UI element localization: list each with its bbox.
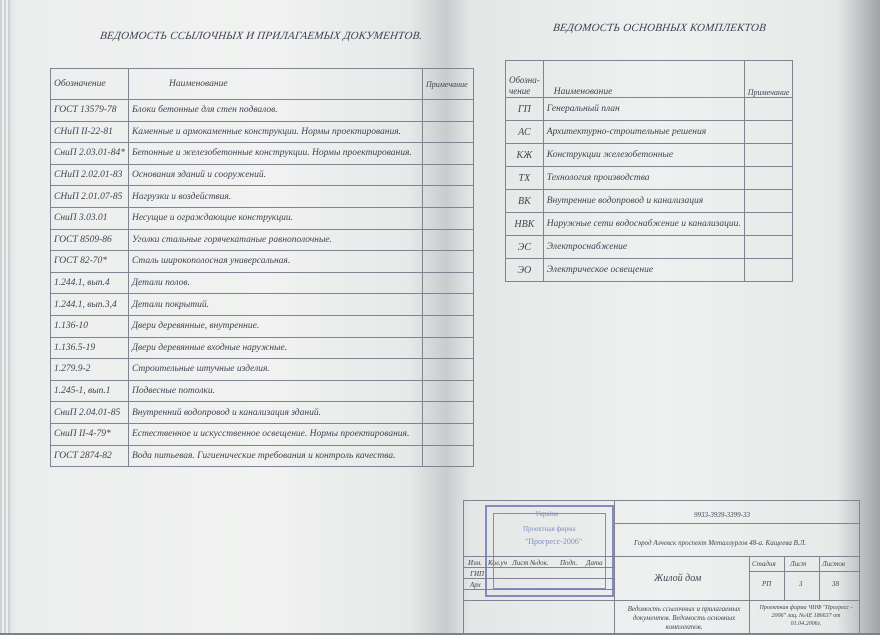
- table-row: [51, 272, 474, 294]
- table-row: [506, 259, 793, 282]
- organization: Проектная фирма ЧПФ "Прогресс - 2006" лиц. №АЕ 186637 от 01.04.2006г.: [759, 605, 853, 627]
- address: Город Алчевск проспект Металлургов 48-а. Кащеева В.Л.: [634, 539, 807, 547]
- row-note: [744, 259, 793, 282]
- header-designation: [506, 61, 544, 98]
- row-name: Блоки бетонные для стен подвалов.: [128, 100, 422, 122]
- header-note: Примечание: [744, 61, 793, 98]
- table-row: [51, 186, 474, 208]
- table-row: [51, 100, 474, 122]
- row-note: [423, 164, 474, 186]
- row-name: Естественное и искусственное освещение. Нормы проектирования.: [128, 423, 422, 445]
- row-designation: ВК: [506, 190, 544, 213]
- row-name: Нагрузки и воздействия.: [128, 186, 422, 208]
- row-name: Подвесные потолки.: [128, 380, 422, 402]
- table-row: [506, 144, 793, 167]
- row-designation: НВК: [506, 213, 544, 236]
- header-name: Наименование: [128, 69, 422, 100]
- row-note: [423, 100, 474, 122]
- row-designation: СниП 2.04.01-85: [51, 402, 129, 424]
- row-designation: СниП 2.03.01-84*: [51, 143, 129, 165]
- row-designation: 1.244.1, вып.4: [51, 272, 129, 294]
- row-note: [744, 98, 793, 121]
- row-designation: ГОСТ 13579-78: [51, 100, 129, 122]
- row-name: Наружные сети водоснабжение и канализации.: [543, 213, 744, 236]
- row-name: Архитектурно-строительные решения: [543, 121, 744, 144]
- row-note: [423, 380, 474, 402]
- sheets-value: 38: [832, 580, 839, 588]
- table-row: [51, 121, 474, 143]
- row-designation: СНиП 2.01.07-85: [51, 186, 129, 208]
- sets-table: [505, 60, 793, 282]
- table-header-row: [506, 61, 793, 98]
- row-name: Генеральный план: [543, 98, 744, 121]
- table-row: [51, 207, 474, 229]
- row-note: [744, 167, 793, 190]
- role-gip: ГИП: [470, 570, 485, 578]
- row-designation: СниП II-4-79*: [51, 423, 129, 445]
- row-name: Технология производства: [543, 167, 744, 190]
- row-note: [423, 337, 474, 359]
- row-designation: 1.136.5-19: [51, 337, 129, 359]
- row-designation: ГОСТ 82-70*: [51, 251, 129, 273]
- stamp-line2: Проектная фирма: [523, 525, 576, 533]
- sheet-value: 3: [799, 580, 803, 588]
- row-note: [423, 143, 474, 165]
- col-podp: Подп.: [560, 559, 578, 567]
- row-name: Внутренние водопровод и канализация: [543, 190, 744, 213]
- row-note: [423, 207, 474, 229]
- row-name: Двери деревянные входные наружные.: [128, 337, 422, 359]
- sheet-title: Ведомость ссылочных и прилагаемых документов. Ведомость основных комплектов.: [627, 605, 741, 631]
- row-designation: ТХ: [506, 167, 544, 190]
- row-name: Основания зданий и сооружений.: [128, 164, 422, 186]
- left-title: ВЕДОМОСТЬ ССЫЛОЧНЫХ И ПРИЛАГАЕМЫХ ДОКУМЕНТОВ.: [99, 30, 424, 42]
- stage-value: РП: [762, 580, 772, 588]
- row-designation: 1.279.9-2: [51, 359, 129, 381]
- table-row: [51, 402, 474, 424]
- row-designation: СНиП 2.02.01-83: [51, 164, 129, 186]
- table-row: [506, 213, 793, 236]
- table-row: [506, 167, 793, 190]
- row-note: [423, 251, 474, 273]
- row-note: [423, 315, 474, 337]
- row-note: [423, 272, 474, 294]
- row-name: Конструкции железобетонные: [543, 144, 744, 167]
- table-row: [51, 229, 474, 251]
- col-kol: Кол.уч: [488, 559, 507, 567]
- table-row: [51, 359, 474, 381]
- page-stack-edge: [0, 0, 10, 633]
- table-row: [506, 121, 793, 144]
- seal-stamp: [485, 505, 614, 597]
- row-designation: ЭО: [506, 259, 544, 282]
- row-note: [423, 445, 474, 467]
- row-name: Сталь широкополосная универсальная.: [128, 251, 422, 273]
- header-note: Примечание: [423, 69, 474, 100]
- table-row: [51, 251, 474, 273]
- row-name: Двери деревянные, внутренние.: [128, 315, 422, 337]
- row-note: [423, 229, 474, 251]
- role-arh: Арх: [470, 581, 481, 589]
- references-table: [50, 68, 474, 467]
- row-name: Каменные и армокаменные конструкции. Нормы проектирования.: [128, 121, 422, 143]
- row-note: [744, 144, 793, 167]
- row-designation: 1.245-1, вып.1: [51, 380, 129, 402]
- sheet-header: Лист: [790, 560, 807, 568]
- col-data: Дата: [586, 559, 603, 567]
- row-designation: СНиП II-22-81: [51, 121, 129, 143]
- row-designation: КЖ: [506, 144, 544, 167]
- row-note: [744, 236, 793, 259]
- row-note: [744, 213, 793, 236]
- table-row: [51, 337, 474, 359]
- sheets-header: Листов: [822, 560, 845, 568]
- row-designation: 1.136-10: [51, 315, 129, 337]
- table-row: [51, 164, 474, 186]
- table-row: [51, 423, 474, 445]
- row-designation: АС: [506, 121, 544, 144]
- row-note: [423, 121, 474, 143]
- table-row: [506, 190, 793, 213]
- row-name: Детали полов.: [128, 272, 422, 294]
- table-row: [51, 143, 474, 165]
- row-designation: ГОСТ 2874-82: [51, 445, 129, 467]
- table-row: [506, 98, 793, 121]
- row-note: [423, 402, 474, 424]
- doc-code: 9933-3939-3399-33: [694, 511, 750, 519]
- row-designation: ГОСТ 8509-86: [51, 229, 129, 251]
- stamp-line1: Україна: [535, 510, 559, 518]
- row-name: Уголки стальные горячекатаные равнополочные.: [128, 229, 422, 251]
- row-note: [423, 423, 474, 445]
- row-name: Электроснабжение: [543, 236, 744, 259]
- row-name: Внутренний водопровод и канализация зданий.: [128, 402, 422, 424]
- stamp-line3: "Прогресс-2006": [525, 537, 583, 546]
- row-name: Вода питьевая. Гигиенические требования и контроль качества.: [128, 445, 422, 467]
- right-title: ВЕДОМОСТЬ ОСНОВНЫХ КОМПЛЕКТОВ: [552, 22, 767, 34]
- table-row: [51, 380, 474, 402]
- col-ndok: №док.: [530, 559, 549, 567]
- row-name: Строительные штучные изделия.: [128, 359, 422, 381]
- object-name: Жилой дом: [654, 573, 702, 584]
- table-row: [506, 236, 793, 259]
- row-name: Бетонные и железобетонные конструкции. Нормы проектирования.: [128, 143, 422, 165]
- col-izm: Изм.: [468, 559, 482, 567]
- table-row: [51, 315, 474, 337]
- table-row: [51, 445, 474, 467]
- col-list: Лист: [512, 559, 529, 567]
- header-designation-line2: чение: [509, 86, 531, 96]
- row-note: [744, 190, 793, 213]
- row-name: Детали покрытий.: [128, 294, 422, 316]
- header-name: Наименование: [543, 61, 744, 98]
- row-designation: ГП: [506, 98, 544, 121]
- header-designation: Обозначение: [51, 69, 129, 100]
- table-row: [51, 294, 474, 316]
- table-header-row: [51, 69, 474, 100]
- row-note: [423, 359, 474, 381]
- row-note: [744, 121, 793, 144]
- row-designation: 1.244.1, вып.3,4: [51, 294, 129, 316]
- row-designation: ЭС: [506, 236, 544, 259]
- header-designation-line1: Обозна-: [509, 75, 540, 85]
- row-designation: СниП 3.03.01: [51, 207, 129, 229]
- row-name: Электрическое освещение: [543, 259, 744, 282]
- row-note: [423, 186, 474, 208]
- row-note: [423, 294, 474, 316]
- stage-header: Стадия: [752, 560, 776, 568]
- row-name: Несущие и ограждающие конструкции.: [128, 207, 422, 229]
